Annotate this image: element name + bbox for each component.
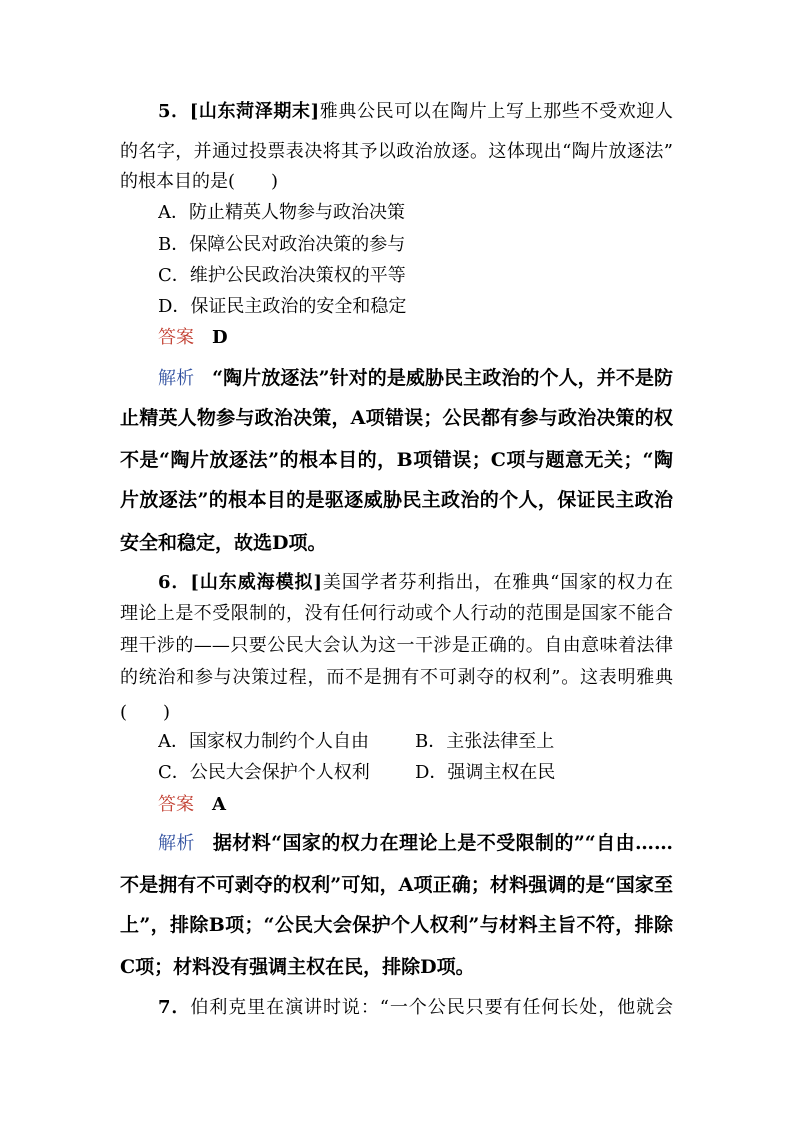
option-d: D．保证民主政治的安全和稳定 <box>158 296 407 317</box>
option-a: A．防止精英人物参与政治决策 <box>158 202 405 223</box>
question-number: 5． <box>158 101 190 122</box>
options-row <box>158 728 673 756</box>
question-stem-line: 的名字，并通过投票表决将其予以政治放逐。这体现出“陶片放逐法” <box>120 141 673 162</box>
answer-value: A <box>212 794 226 815</box>
option-c: C．维护公民政治决策权的平等 <box>158 265 406 286</box>
analysis-label: 解析 <box>158 368 195 389</box>
option-c: C．公民大会保护个人权利 <box>158 762 370 783</box>
answer-label: 答案 <box>158 327 194 348</box>
analysis-line: 安全和稳定，故选D项。 <box>120 532 327 554</box>
question-stem-line: ( ) <box>120 702 171 723</box>
analysis-label: 解析 <box>158 833 195 854</box>
analysis-text: 据材料“国家的权力在理论上是不受限制的”“自由…… <box>212 832 673 854</box>
answer-line <box>158 791 673 819</box>
option-b: B．主张法律至上 <box>415 731 555 752</box>
question-stem-line: 理干涉的——只要公民大会认为这一干涉是正确的。自由意味着法律 <box>120 635 673 656</box>
question-stem-line <box>158 994 673 1022</box>
option-d: D．强调主权在民 <box>415 762 556 783</box>
option-b: B．保障公民对政治决策的参与 <box>158 234 406 255</box>
analysis-line: C项；材料没有强调主权在民，排除D项。 <box>120 956 475 978</box>
question-stem-text: 伯利克里在演讲时说：“一个公民只要有任何长处，他就会 <box>190 997 673 1018</box>
analysis-line: 不是拥有不可剥夺的权利”可知，A项正确；材料强调的是“国家至 <box>120 874 673 896</box>
question-stem-line: 理论上是不受限制的，没有任何行动或个人行动的范围是国家不能合 <box>120 603 673 624</box>
answer-label: 答案 <box>158 794 194 815</box>
analysis-line <box>158 364 673 392</box>
analysis-line: 不是“陶片放逐法”的根本目的，B项错误；C项与题意无关；“陶 <box>120 449 673 471</box>
question-stem-line <box>158 569 673 597</box>
question-stem-text: 美国学者芬利指出，在雅典“国家的权力在 <box>322 572 673 593</box>
answer-line <box>158 324 673 352</box>
question-stem-line: 的根本目的是( ) <box>120 171 279 192</box>
analysis-line <box>158 829 673 857</box>
question-source: [山东威海模拟] <box>190 572 322 593</box>
question-number: 7． <box>158 997 191 1018</box>
question-stem-text: 雅典公民可以在陶片上写上那些不受欢迎人 <box>319 101 673 122</box>
options-row <box>158 759 673 787</box>
question-stem-line <box>158 98 673 126</box>
analysis-text: “陶片放逐法”针对的是威胁民主政治的个人，并不是防 <box>212 367 673 389</box>
question-source: [山东菏泽期末] <box>189 101 320 122</box>
analysis-line: 上”，排除B项；“公民大会保护个人权利”与材料主旨不符，排除 <box>120 914 673 936</box>
answer-value: D <box>212 327 228 348</box>
question-number: 6． <box>158 572 191 593</box>
analysis-line: 片放逐法”的根本目的是驱逐威胁民主政治的个人，保证民主政治 <box>120 489 673 511</box>
analysis-line: 止精英人物参与政治决策，A项错误；公民都有参与政治决策的权 <box>120 407 673 429</box>
option-a: A．国家权力制约个人自由 <box>158 731 369 752</box>
question-stem-line: 的统治和参与决策过程，而不是拥有不可剥夺的权利”。这表明雅典 <box>120 667 673 688</box>
